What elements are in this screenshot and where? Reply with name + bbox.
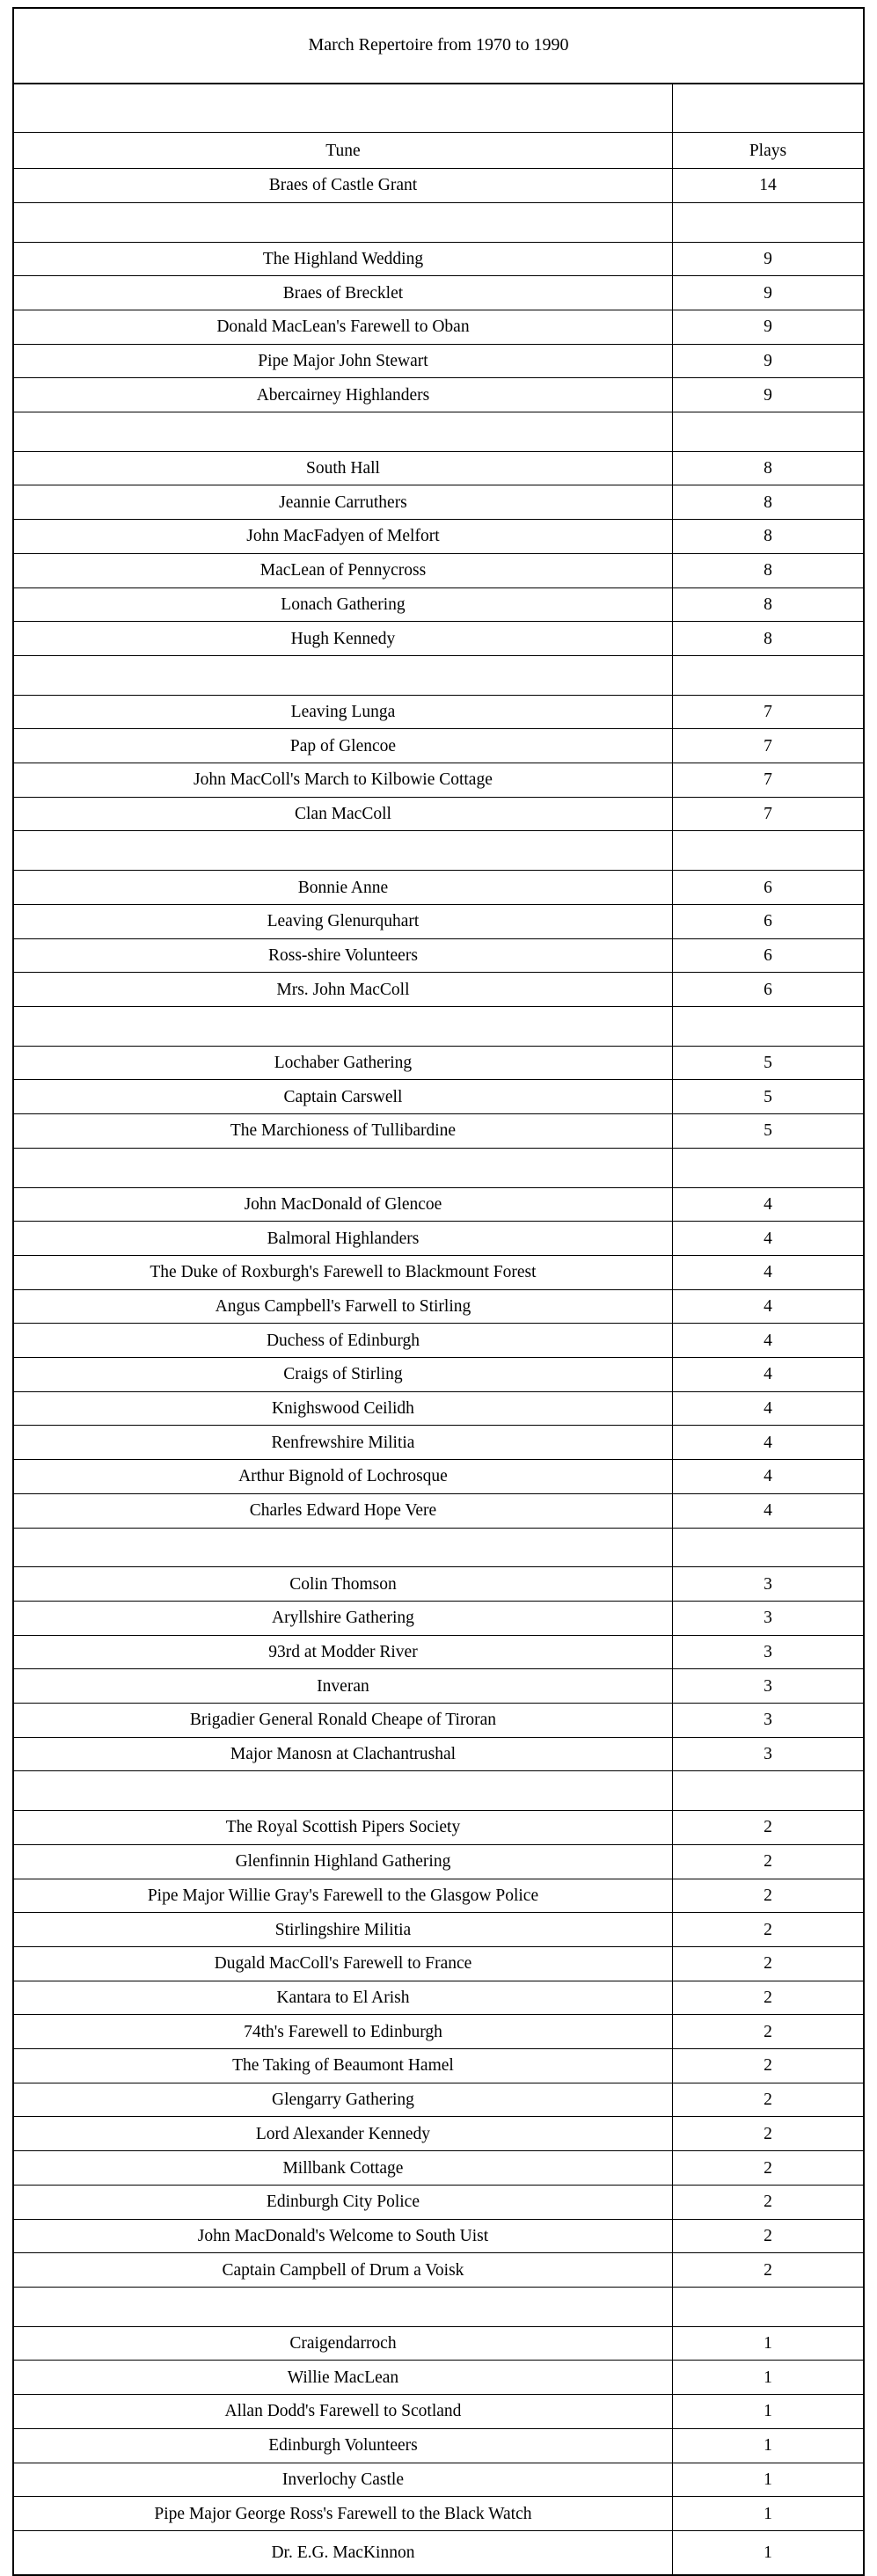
table-row bbox=[13, 378, 864, 412]
cell-plays: 4 bbox=[672, 1391, 864, 1426]
gap-cell-tune bbox=[13, 1148, 672, 1187]
cell-plays: 3 bbox=[672, 1704, 864, 1738]
table-row bbox=[13, 1981, 864, 2015]
table-row bbox=[13, 2463, 864, 2497]
table-row bbox=[13, 2326, 864, 2361]
cell-plays: 1 bbox=[672, 2530, 864, 2574]
page-title: March Repertoire from 1970 to 1990 bbox=[13, 8, 864, 84]
cell-tune: Bonnie Anne bbox=[13, 871, 672, 905]
cell-plays: 3 bbox=[672, 1737, 864, 1771]
table-row bbox=[13, 1669, 864, 1704]
cell-plays: 2 bbox=[672, 1913, 864, 1947]
cell-tune: Lochaber Gathering bbox=[13, 1046, 672, 1080]
table-row bbox=[13, 729, 864, 763]
cell-tune: Leaving Glenurquhart bbox=[13, 904, 672, 938]
gap-cell-plays bbox=[672, 1528, 864, 1567]
cell-plays: 2 bbox=[672, 2015, 864, 2049]
table-row bbox=[13, 1114, 864, 1149]
table-row bbox=[13, 1289, 864, 1324]
cell-plays: 3 bbox=[672, 1669, 864, 1704]
cell-tune: Braes of Brecklet bbox=[13, 276, 672, 310]
table-row bbox=[13, 485, 864, 520]
cell-tune: Lord Alexander Kennedy bbox=[13, 2117, 672, 2151]
gap-cell-plays bbox=[672, 412, 864, 452]
cell-tune: John MacDonald's Welcome to South Uist bbox=[13, 2219, 672, 2253]
cell-plays: 2 bbox=[672, 2049, 864, 2083]
group-gap-row bbox=[13, 412, 864, 452]
cell-plays: 8 bbox=[672, 553, 864, 587]
cell-plays: 7 bbox=[672, 695, 864, 729]
table-row bbox=[13, 344, 864, 378]
cell-plays: 2 bbox=[672, 2219, 864, 2253]
spacer-cell-tune bbox=[13, 84, 672, 133]
cell-tune: Inveran bbox=[13, 1669, 672, 1704]
column-header-tune: Tune bbox=[13, 133, 672, 169]
cell-tune: John MacColl's March to Kilbowie Cottage bbox=[13, 763, 672, 798]
group-gap-row bbox=[13, 1771, 864, 1811]
gap-cell-tune bbox=[13, 2288, 672, 2327]
cell-plays: 4 bbox=[672, 1255, 864, 1289]
cell-plays: 9 bbox=[672, 242, 864, 276]
group-gap-row bbox=[13, 2288, 864, 2327]
cell-tune: Angus Campbell's Farwell to Stirling bbox=[13, 1289, 672, 1324]
table-row bbox=[13, 1946, 864, 1981]
cell-tune: Balmoral Highlanders bbox=[13, 1222, 672, 1256]
cell-tune: Clan MacColl bbox=[13, 797, 672, 831]
table-row bbox=[13, 1255, 864, 1289]
table-row bbox=[13, 2083, 864, 2117]
cell-tune: Lonach Gathering bbox=[13, 587, 672, 622]
cell-plays: 14 bbox=[672, 169, 864, 203]
table-row bbox=[13, 1046, 864, 1080]
cell-plays: 4 bbox=[672, 1358, 864, 1392]
cell-tune: Pipe Major George Ross's Farewell to the Black Watch bbox=[13, 2497, 672, 2531]
cell-tune: John MacFadyen of Melfort bbox=[13, 520, 672, 554]
table-row bbox=[13, 1601, 864, 1635]
spacer-row bbox=[13, 84, 864, 133]
table-row bbox=[13, 451, 864, 485]
cell-plays: 4 bbox=[672, 1460, 864, 1494]
cell-plays: 8 bbox=[672, 485, 864, 520]
cell-tune: Glenfinnin Highland Gathering bbox=[13, 1844, 672, 1879]
gap-cell-plays bbox=[672, 655, 864, 695]
table-row bbox=[13, 973, 864, 1007]
table-row bbox=[13, 1635, 864, 1669]
cell-tune: John MacDonald of Glencoe bbox=[13, 1187, 672, 1222]
cell-tune: 74th's Farewell to Edinburgh bbox=[13, 2015, 672, 2049]
table-row bbox=[13, 1222, 864, 1256]
table-row bbox=[13, 1324, 864, 1358]
cell-plays: 6 bbox=[672, 973, 864, 1007]
cell-plays: 2 bbox=[672, 2117, 864, 2151]
cell-plays: 3 bbox=[672, 1601, 864, 1635]
table-row bbox=[13, 622, 864, 656]
cell-plays: 2 bbox=[672, 2185, 864, 2219]
group-gap-row bbox=[13, 1148, 864, 1187]
cell-tune: Duchess of Edinburgh bbox=[13, 1324, 672, 1358]
table-row bbox=[13, 2049, 864, 2083]
group-gap-row bbox=[13, 831, 864, 871]
group-gap-row bbox=[13, 1528, 864, 1567]
column-header-plays: Plays bbox=[672, 133, 864, 169]
cell-plays: 7 bbox=[672, 797, 864, 831]
gap-cell-plays bbox=[672, 202, 864, 242]
cell-plays: 4 bbox=[672, 1324, 864, 1358]
table-row bbox=[13, 1811, 864, 1845]
cell-tune: Braes of Castle Grant bbox=[13, 169, 672, 203]
cell-plays: 6 bbox=[672, 871, 864, 905]
table-row bbox=[13, 2395, 864, 2429]
cell-tune: Millbank Cottage bbox=[13, 2151, 672, 2186]
cell-tune: Pipe Major John Stewart bbox=[13, 344, 672, 378]
cell-tune: Donald MacLean's Farewell to Oban bbox=[13, 310, 672, 344]
cell-tune: Craigs of Stirling bbox=[13, 1358, 672, 1392]
cell-tune: Allan Dodd's Farewell to Scotland bbox=[13, 2395, 672, 2429]
cell-plays: 5 bbox=[672, 1080, 864, 1114]
cell-tune: The Highland Wedding bbox=[13, 242, 672, 276]
cell-plays: 1 bbox=[672, 2463, 864, 2497]
cell-tune: Knighswood Ceilidh bbox=[13, 1391, 672, 1426]
cell-tune: Aryllshire Gathering bbox=[13, 1601, 672, 1635]
cell-plays: 2 bbox=[672, 2253, 864, 2288]
group-gap-row bbox=[13, 202, 864, 242]
cell-plays: 1 bbox=[672, 2326, 864, 2361]
table-row bbox=[13, 2497, 864, 2531]
cell-tune: Pipe Major Willie Gray's Farewell to the Glasgow Police bbox=[13, 1879, 672, 1913]
table-row bbox=[13, 242, 864, 276]
cell-plays: 2 bbox=[672, 1946, 864, 1981]
table-row bbox=[13, 1493, 864, 1528]
cell-plays: 8 bbox=[672, 451, 864, 485]
table-row bbox=[13, 1460, 864, 1494]
table-body bbox=[13, 8, 864, 2575]
cell-tune: Dugald MacColl's Farewell to France bbox=[13, 1946, 672, 1981]
cell-tune: The Royal Scottish Pipers Society bbox=[13, 1811, 672, 1845]
cell-tune: Captain Carswell bbox=[13, 1080, 672, 1114]
cell-plays: 9 bbox=[672, 344, 864, 378]
gap-cell-plays bbox=[672, 1771, 864, 1811]
cell-plays: 2 bbox=[672, 1879, 864, 1913]
cell-tune: 93rd at Modder River bbox=[13, 1635, 672, 1669]
table-row bbox=[13, 310, 864, 344]
gap-cell-tune bbox=[13, 831, 672, 871]
cell-plays: 4 bbox=[672, 1187, 864, 1222]
cell-tune: Brigadier General Ronald Cheape of Tiroran bbox=[13, 1704, 672, 1738]
table-row bbox=[13, 695, 864, 729]
cell-tune: Major Manosn at Clachantrushal bbox=[13, 1737, 672, 1771]
cell-tune: Inverlochy Castle bbox=[13, 2463, 672, 2497]
cell-tune: Mrs. John MacColl bbox=[13, 973, 672, 1007]
cell-plays: 1 bbox=[672, 2395, 864, 2429]
cell-plays: 8 bbox=[672, 587, 864, 622]
table-row bbox=[13, 2117, 864, 2151]
cell-plays: 9 bbox=[672, 276, 864, 310]
table-row bbox=[13, 2185, 864, 2219]
cell-plays: 9 bbox=[672, 378, 864, 412]
table-row bbox=[13, 1391, 864, 1426]
table-row bbox=[13, 1358, 864, 1392]
cell-tune: The Marchioness of Tullibardine bbox=[13, 1114, 672, 1149]
cell-plays: 5 bbox=[672, 1114, 864, 1149]
march-repertoire-table bbox=[12, 7, 865, 2576]
cell-tune: Glengarry Gathering bbox=[13, 2083, 672, 2117]
cell-plays: 2 bbox=[672, 1811, 864, 1845]
table-row bbox=[13, 871, 864, 905]
gap-cell-plays bbox=[672, 1148, 864, 1187]
cell-plays: 8 bbox=[672, 622, 864, 656]
cell-plays: 2 bbox=[672, 2151, 864, 2186]
column-header-row bbox=[13, 133, 864, 169]
cell-tune: Dr. E.G. MacKinnon bbox=[13, 2530, 672, 2574]
table-row bbox=[13, 169, 864, 203]
table-row bbox=[13, 1844, 864, 1879]
table-row bbox=[13, 2151, 864, 2186]
table-row bbox=[13, 904, 864, 938]
cell-tune: Renfrewshire Militia bbox=[13, 1426, 672, 1460]
table-row bbox=[13, 1426, 864, 1460]
table-title-row bbox=[13, 8, 864, 84]
gap-cell-tune bbox=[13, 1528, 672, 1567]
cell-plays: 5 bbox=[672, 1046, 864, 1080]
cell-tune: Ross-shire Volunteers bbox=[13, 938, 672, 973]
cell-tune: Arthur Bignold of Lochrosque bbox=[13, 1460, 672, 1494]
gap-cell-plays bbox=[672, 2288, 864, 2327]
cell-plays: 1 bbox=[672, 2497, 864, 2531]
table-row bbox=[13, 2015, 864, 2049]
table-row bbox=[13, 1737, 864, 1771]
table-row bbox=[13, 553, 864, 587]
gap-cell-tune bbox=[13, 1771, 672, 1811]
cell-tune: Jeannie Carruthers bbox=[13, 485, 672, 520]
cell-tune: Charles Edward Hope Vere bbox=[13, 1493, 672, 1528]
table-row bbox=[13, 2361, 864, 2395]
table-row bbox=[13, 1704, 864, 1738]
spacer-cell-plays bbox=[672, 84, 864, 133]
gap-cell-tune bbox=[13, 412, 672, 452]
table-row bbox=[13, 1187, 864, 1222]
table-row bbox=[13, 1879, 864, 1913]
cell-plays: 2 bbox=[672, 1844, 864, 1879]
gap-cell-plays bbox=[672, 831, 864, 871]
cell-tune: Pap of Glencoe bbox=[13, 729, 672, 763]
cell-plays: 9 bbox=[672, 310, 864, 344]
group-gap-row bbox=[13, 1006, 864, 1046]
cell-tune: The Duke of Roxburgh's Farewell to Blackmount Forest bbox=[13, 1255, 672, 1289]
cell-tune: The Taking of Beaumont Hamel bbox=[13, 2049, 672, 2083]
table-row bbox=[13, 938, 864, 973]
table-row bbox=[13, 2428, 864, 2463]
table-row bbox=[13, 520, 864, 554]
table-row bbox=[13, 587, 864, 622]
cell-plays: 8 bbox=[672, 520, 864, 554]
gap-cell-tune bbox=[13, 655, 672, 695]
table-row bbox=[13, 276, 864, 310]
gap-cell-tune bbox=[13, 1006, 672, 1046]
cell-plays: 3 bbox=[672, 1635, 864, 1669]
table-row bbox=[13, 1913, 864, 1947]
table-row bbox=[13, 1080, 864, 1114]
cell-plays: 7 bbox=[672, 763, 864, 798]
cell-tune: Edinburgh City Police bbox=[13, 2185, 672, 2219]
cell-tune: MacLean of Pennycross bbox=[13, 553, 672, 587]
cell-tune: Hugh Kennedy bbox=[13, 622, 672, 656]
cell-plays: 1 bbox=[672, 2361, 864, 2395]
cell-tune: Colin Thomson bbox=[13, 1567, 672, 1602]
table-row bbox=[13, 763, 864, 798]
cell-tune: Willie MacLean bbox=[13, 2361, 672, 2395]
gap-cell-tune bbox=[13, 202, 672, 242]
cell-tune: Stirlingshire Militia bbox=[13, 1913, 672, 1947]
cell-plays: 7 bbox=[672, 729, 864, 763]
cell-plays: 6 bbox=[672, 904, 864, 938]
cell-plays: 3 bbox=[672, 1567, 864, 1602]
cell-plays: 4 bbox=[672, 1493, 864, 1528]
cell-plays: 2 bbox=[672, 2083, 864, 2117]
cell-plays: 4 bbox=[672, 1289, 864, 1324]
cell-tune: Edinburgh Volunteers bbox=[13, 2428, 672, 2463]
table-row bbox=[13, 797, 864, 831]
cell-tune: Captain Campbell of Drum a Voisk bbox=[13, 2253, 672, 2288]
table-row bbox=[13, 2530, 864, 2574]
table-row bbox=[13, 2253, 864, 2288]
table-row bbox=[13, 1567, 864, 1602]
cell-plays: 4 bbox=[672, 1426, 864, 1460]
cell-plays: 1 bbox=[672, 2428, 864, 2463]
table-row bbox=[13, 2219, 864, 2253]
gap-cell-plays bbox=[672, 1006, 864, 1046]
cell-tune: Abercairney Highlanders bbox=[13, 378, 672, 412]
cell-tune: Leaving Lunga bbox=[13, 695, 672, 729]
cell-plays: 6 bbox=[672, 938, 864, 973]
cell-tune: South Hall bbox=[13, 451, 672, 485]
cell-tune: Kantara to El Arish bbox=[13, 1981, 672, 2015]
cell-tune: Craigendarroch bbox=[13, 2326, 672, 2361]
cell-plays: 2 bbox=[672, 1981, 864, 2015]
cell-plays: 4 bbox=[672, 1222, 864, 1256]
group-gap-row bbox=[13, 655, 864, 695]
